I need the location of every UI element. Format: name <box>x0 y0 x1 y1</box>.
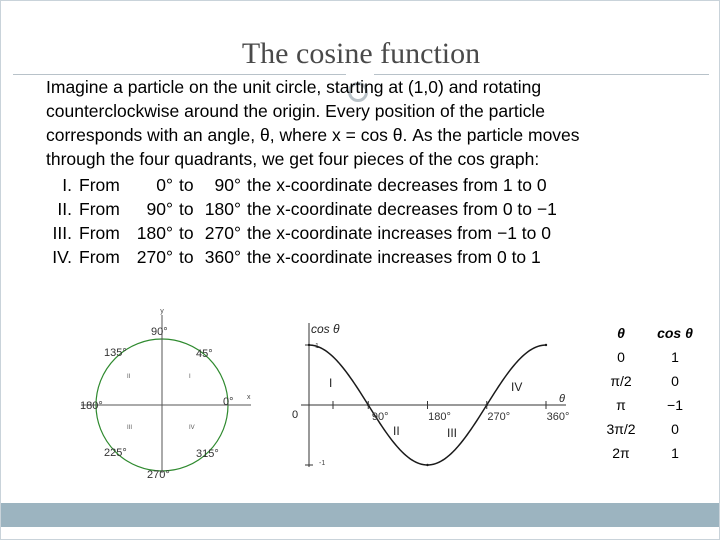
quadrant-description: the x-coordinate decreases from 1 to 0 <box>247 175 547 195</box>
quadrant-number: IV. <box>52 247 72 267</box>
table-cell-cos: 1 <box>671 445 679 461</box>
to-word: to <box>179 199 194 219</box>
to-angle: 180° <box>204 199 241 219</box>
cosine-value-table <box>594 321 702 465</box>
quadrant-description: the x-coordinate decreases from 0 to −1 <box>247 199 557 219</box>
table-cell-cos: 0 <box>671 373 679 389</box>
graph-y-tick-label-min: -1 <box>319 460 326 467</box>
paragraph-line: through the four quadrants, we get four pieces of the cos graph: <box>46 149 540 169</box>
to-word: to <box>179 247 194 267</box>
from-word: From <box>79 175 120 195</box>
unit-circle-quadrant-label-ii: II <box>127 374 131 380</box>
cosine-data-point <box>426 464 428 466</box>
paragraph-line: counterclockwise around the origin. Every position of the particle <box>46 101 546 121</box>
table-row <box>594 369 702 393</box>
intro-paragraph <box>46 75 706 171</box>
table-header-cos: cos θ <box>657 325 693 341</box>
graph-x-tick-label: 270° <box>487 411 511 423</box>
footer-bar <box>1 503 720 527</box>
cosine-data-point <box>545 344 547 346</box>
paragraph-line: Imagine a particle on the unit circle, starting at (1,0) and rotating <box>46 77 542 97</box>
angle-label-135: 135° <box>104 347 127 359</box>
quadrant-number: I. <box>62 175 72 195</box>
from-word: From <box>79 223 120 243</box>
graph-origin-label: 0 <box>292 409 299 421</box>
quadrant-number: III. <box>52 223 72 243</box>
angle-label-0: 0° <box>223 396 234 408</box>
table-cell-cos: 1 <box>671 349 679 365</box>
cosine-figure <box>1 301 601 501</box>
table-cell-cos: 0 <box>671 421 679 437</box>
angle-label-270: 270° <box>147 469 170 481</box>
graph-quadrant-marker-ii: II <box>393 424 400 438</box>
unit-circle-diagram <box>80 308 251 481</box>
quadrant-item-3 <box>1 223 720 247</box>
unit-circle-quadrant-label-i: I <box>189 374 191 380</box>
cosine-data-point <box>308 344 310 346</box>
from-angle: 180° <box>136 223 173 243</box>
quadrant-item-1 <box>1 175 720 199</box>
table-cell-theta: 0 <box>617 349 625 365</box>
slide-title: The cosine function <box>241 37 481 70</box>
unit-circle-quadrant-label-iii: III <box>127 425 133 431</box>
angle-label-315: 315° <box>196 448 219 460</box>
to-word: to <box>179 223 194 243</box>
from-word: From <box>79 199 120 219</box>
quadrant-item-2 <box>1 199 720 223</box>
graph-x-tick-label: 180° <box>428 411 451 423</box>
table-row <box>594 417 702 441</box>
to-angle: 90° <box>214 175 241 195</box>
graph-quadrant-marker-iii: III <box>447 426 458 440</box>
graph-y-axis-title: cos θ <box>311 322 340 336</box>
paragraph-line: corresponds with an angle, θ, where x = cos θ. As the particle moves <box>46 125 580 145</box>
table-cell-theta: 2π <box>612 445 630 461</box>
unit-circle-y-axis-label: y <box>160 308 164 315</box>
graph-x-tick-label: 360° <box>546 411 570 423</box>
table-header-theta: θ <box>617 325 625 341</box>
quadrant-item-4 <box>1 247 720 271</box>
to-word: to <box>179 175 194 195</box>
graph-x-tick-label: 90° <box>371 411 389 423</box>
from-angle: 90° <box>146 199 173 219</box>
graph-quadrant-marker-i: I <box>329 376 333 390</box>
unit-circle-x-axis-label: x <box>247 394 251 401</box>
graph-quadrant-marker-iv: IV <box>511 380 523 394</box>
quadrant-description: the x-coordinate increases from 0 to 1 <box>247 247 541 267</box>
angle-label-90: 90° <box>151 326 168 338</box>
to-angle: 270° <box>204 223 241 243</box>
angle-label-225: 225° <box>104 447 127 459</box>
to-angle: 360° <box>204 247 241 267</box>
angle-label-180: 180° <box>80 400 103 412</box>
angle-label-45: 45° <box>196 348 213 360</box>
table-row <box>594 393 702 417</box>
quadrant-number: II. <box>57 199 72 219</box>
table-row <box>594 441 702 465</box>
graph-y-tick-label-max: 1 <box>315 343 319 350</box>
table-header-row <box>594 321 702 345</box>
from-angle: 270° <box>136 247 173 267</box>
table-cell-theta: π <box>616 397 626 413</box>
graph-x-axis-title: θ <box>559 393 565 405</box>
table-row <box>594 345 702 369</box>
table-cell-theta: π/2 <box>610 373 632 389</box>
table-cell-cos: −1 <box>667 397 683 413</box>
table-cell-theta: 3π/2 <box>606 421 636 437</box>
cosine-graph <box>292 322 569 467</box>
from-angle: 0° <box>156 175 173 195</box>
from-word: From <box>79 247 120 267</box>
unit-circle-quadrant-label-iv: IV <box>189 425 195 431</box>
quadrant-description: the x-coordinate increases from −1 to 0 <box>247 223 551 243</box>
